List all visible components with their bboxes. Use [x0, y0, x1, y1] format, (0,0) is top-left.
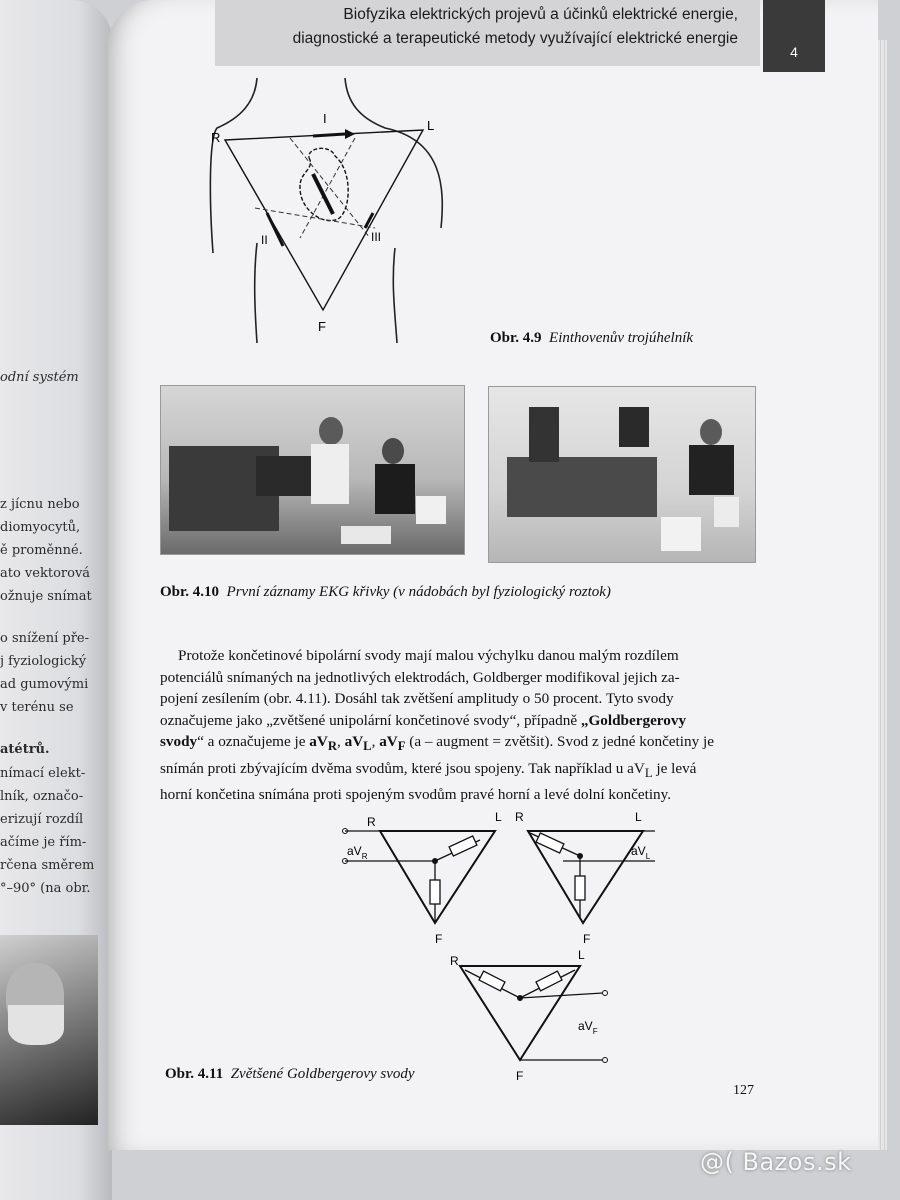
left-page	[0, 0, 112, 1200]
photo-2-instrument	[529, 407, 559, 462]
lead-iii-arrow	[365, 213, 373, 228]
node-label-f: F	[435, 932, 443, 946]
lead-avl: $aV_L$	[344, 733, 372, 754]
circuit-avr	[343, 810, 503, 946]
left-text-fragment: ad gumovými	[0, 677, 89, 692]
node-label-f: F	[516, 1069, 524, 1083]
torso-right-outline	[345, 78, 442, 228]
figure-4-11-caption	[165, 1066, 415, 1083]
chapter-tab: 4	[763, 0, 825, 72]
photo-1-head-right	[382, 438, 404, 464]
lead-label-i: I	[323, 111, 327, 126]
photo-1-foot-basin	[341, 526, 391, 544]
projection-line	[290, 138, 370, 238]
photo-1-head-left	[319, 417, 343, 445]
left-text-fragment: erizují rozdíl	[0, 812, 84, 827]
left-text-fragment: ě proměnné.	[0, 543, 83, 558]
resistor	[479, 971, 505, 991]
node-label-f: F	[583, 932, 591, 946]
electrode-label-r: R	[211, 130, 221, 145]
lead-i-arrowhead	[345, 129, 355, 139]
paragraph-text: je levá	[652, 759, 697, 777]
electrode-label-f: F	[318, 319, 326, 334]
running-header	[215, 0, 760, 66]
left-text-fragment: o snížení pře-	[0, 631, 89, 646]
left-text-fragment: z jícnu nebo	[0, 497, 80, 512]
node-label-l: L	[495, 810, 502, 824]
figure-title: První záznamy EKG křivky (v nádobách byl fyziologický roztok)	[226, 584, 611, 600]
paragraph-text: “ a označujeme je	[197, 733, 310, 750]
left-text-fragment: atétrů.	[0, 742, 50, 757]
figure-4-10-caption	[160, 584, 611, 601]
left-text-fragment: j fyziologický	[0, 654, 87, 669]
photo-2-table	[507, 457, 657, 517]
ekg-historic-photo-2	[488, 386, 756, 563]
paragraph-text: označujeme jako „zvětšené unipolární končetinové svody“, případně	[160, 711, 581, 729]
paragraph-text: snímán proti zbývajícím dvěma svodům, které jsou spojeny. Tak například u aV	[160, 759, 645, 777]
figure-4-9-caption	[490, 330, 693, 347]
torso-waist-left	[255, 243, 257, 343]
paragraph-line: pojení zesílením (obr. 4.11). Dosáhl tak zvětšení amplitudy o 50 procent. Tyto svody	[160, 690, 674, 707]
figure-title: Einthovenův trojúhelník	[549, 330, 694, 346]
lead-i-arrow	[313, 134, 345, 136]
photo-2-basin	[661, 517, 701, 551]
node-label-r: R	[367, 815, 376, 829]
lead-label-avr: $aV_R$	[347, 844, 368, 861]
lead-label-avl: $aV_L$	[631, 844, 651, 861]
resistor	[449, 836, 477, 856]
photo-2-head	[700, 419, 722, 445]
left-text-fragment: °–90° (na obr.	[0, 881, 91, 896]
body-paragraph	[160, 645, 760, 806]
lead-label-ii: II	[261, 233, 268, 247]
left-text-fragment: ožnuje snímat	[0, 589, 92, 604]
header-line-2: diagnostické a terapeutické metody využívající elektrické energie	[292, 30, 738, 47]
subscript: L	[644, 765, 653, 780]
node-label-r: R	[515, 810, 524, 824]
photo-1-lab-coat	[311, 444, 349, 504]
figure-label: Obr. 4.9	[490, 330, 542, 346]
goldberger-term: svody	[160, 733, 198, 750]
figure-label: Obr. 4.11	[165, 1066, 224, 1082]
lead-ii-arrow	[267, 213, 283, 246]
circuit-triangle	[380, 831, 495, 923]
left-text-fragment: rčena směrem	[0, 858, 95, 873]
einthoven-triangle-diagram	[195, 78, 485, 343]
resistor	[536, 971, 562, 991]
photo-1-sketch	[161, 386, 464, 554]
watermark: @( Bazos.sk	[700, 1148, 852, 1176]
photo-1-basin	[416, 496, 446, 524]
node-label-r: R	[450, 954, 459, 968]
resistor	[575, 876, 585, 900]
goldberger-leads-diagram	[335, 808, 651, 1083]
left-text-fragment: ato vektorová	[0, 566, 91, 581]
photo-2-lamp	[619, 407, 649, 447]
paragraph-line	[160, 710, 760, 732]
portrait-beard	[8, 1005, 64, 1045]
photo-2-seated-man	[689, 445, 734, 495]
ekg-historic-photo-1	[160, 385, 465, 555]
paragraph-text: (a – augment = zvětšit). Svod z jedné končetiny je	[405, 733, 714, 750]
page-number: 127	[733, 1083, 754, 1098]
left-text-fragment: ačíme je řím-	[0, 835, 87, 850]
left-text-fragment: diomyocytů,	[0, 520, 81, 535]
electrode-label-l: L	[427, 118, 435, 133]
paragraph-line: svody“ a označujeme je $aV_R$, $aV_L$, $aV_F$ (a – augment = zvětšit). Svod z jedné končetiny je	[160, 733, 714, 754]
goldberger-term: „Goldbergerovy	[580, 711, 687, 729]
torso-left-outline	[210, 78, 257, 253]
left-text-fragment: nímací elekt-	[0, 766, 86, 781]
portrait-photo	[0, 935, 98, 1125]
resistor	[430, 880, 440, 904]
lead-label-avf: $aV_F$	[578, 1019, 598, 1036]
lead-label-iii: III	[371, 230, 382, 244]
photo-2-basin-2	[714, 497, 739, 527]
header-line-1: Biofyzika elektrických projevů a účinků elektrické energie,	[343, 6, 738, 23]
photo-2-sketch	[489, 387, 755, 562]
left-text-fragment: odní systém	[0, 370, 79, 385]
paragraph-line: potenciálů snímaných na jednotlivých elektrodách, Goldberger modifikoval jejich za-	[160, 668, 680, 686]
node-label-l: L	[578, 948, 585, 962]
figure-title: Zvětšené Goldbergerovy svody	[230, 1066, 415, 1082]
figure-label: Obr. 4.10	[160, 584, 220, 600]
torso-waist-right	[393, 248, 397, 343]
lead-avf: $aV_F$	[379, 733, 406, 754]
lead-avr: $aV_R$	[309, 733, 337, 754]
left-text-fragment: v terénu se	[0, 700, 74, 715]
node-label-l: L	[635, 810, 642, 824]
circuit-avf	[450, 948, 608, 1083]
photo-1-seated-man	[375, 464, 415, 514]
paragraph-line	[160, 758, 760, 785]
left-text-fragment: lník, označo-	[0, 789, 84, 804]
paragraph-line: Protože končetinové bipolární svody mají malou výchylku danou malým rozdílem	[178, 647, 679, 664]
paragraph-line: horní končetina snímána proti spojeným svodům pravé horní a levé dolní končetiny.	[160, 786, 672, 804]
